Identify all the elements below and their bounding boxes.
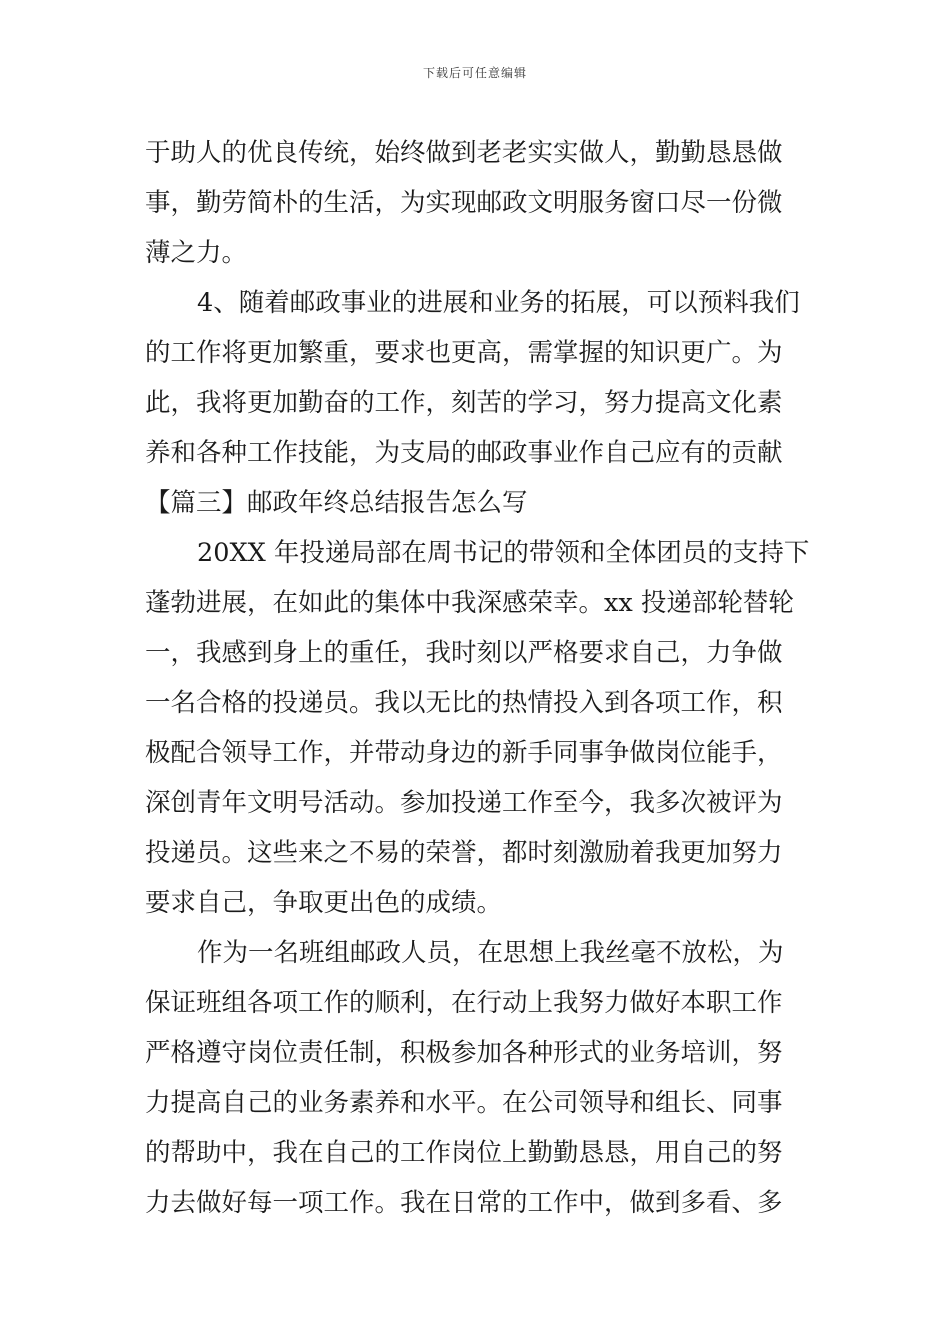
- text-line: 的工作将更加繁重，要求也更高，需掌握的知识更广。为: [145, 338, 783, 368]
- text-line: 一名合格的投递员。我以无比的热情投入到各项工作，积: [145, 688, 783, 718]
- text-line: 的帮助中，我在自己的工作岗位上勤勤恳恳，用自己的努: [145, 1138, 783, 1168]
- text-line: 要求自己，争取更出色的成绩。: [145, 888, 503, 918]
- paragraph-start-line: 20XX 年投递局部在周书记的带领和全体团员的支持下: [197, 538, 810, 568]
- text-line: 于助人的优良传统，始终做到老老实实做人，勤勤恳恳做: [145, 138, 783, 168]
- text-line: 力去做好每一项工作。我在日常的工作中，做到多看、多: [145, 1188, 783, 1218]
- text-line: 薄之力。: [145, 238, 248, 268]
- text-line: 深创青年文明号活动。参加投递工作至今，我多次被评为: [145, 788, 783, 818]
- text-line: 保证班组各项工作的顺利，在行动上我努力做好本职工作: [145, 988, 783, 1018]
- section-heading: 【篇三】邮政年终总结报告怎么写: [145, 488, 528, 518]
- text-line: 极配合领导工作，并带动身边的新手同事争做岗位能手，: [145, 738, 783, 768]
- text-line: 投递员。这些来之不易的荣誉，都时刻激励着我更加努力: [145, 838, 783, 868]
- text-line: 力提高自己的业务素养和水平。在公司领导和组长、同事: [145, 1088, 783, 1118]
- text-line: 蓬勃进展，在如此的集体中我深感荣幸。xx 投递部轮替轮: [145, 588, 794, 618]
- text-line: 事，勤劳简朴的生活，为实现邮政文明服务窗口尽一份微: [145, 188, 783, 218]
- text-line: 一，我感到身上的重任，我时刻以严格要求自己，力争做: [145, 638, 783, 668]
- paragraph-start-line: 4、随着邮政事业的进展和业务的拓展，可以预料我们: [197, 288, 800, 318]
- text-line: 此，我将更加勤奋的工作，刻苦的学习，努力提高文化素: [145, 388, 783, 418]
- text-line: 养和各种工作技能，为支局的邮政事业作自己应有的贡献: [145, 438, 783, 468]
- page-header: 下载后可任意编辑: [422, 66, 527, 80]
- paragraph-start-line: 作为一名班组邮政人员，在思想上我丝毫不放松，为: [197, 938, 784, 968]
- document-body: [145, 128, 815, 1228]
- text-line: 严格遵守岗位责任制，积极参加各种形式的业务培训，努: [145, 1038, 783, 1068]
